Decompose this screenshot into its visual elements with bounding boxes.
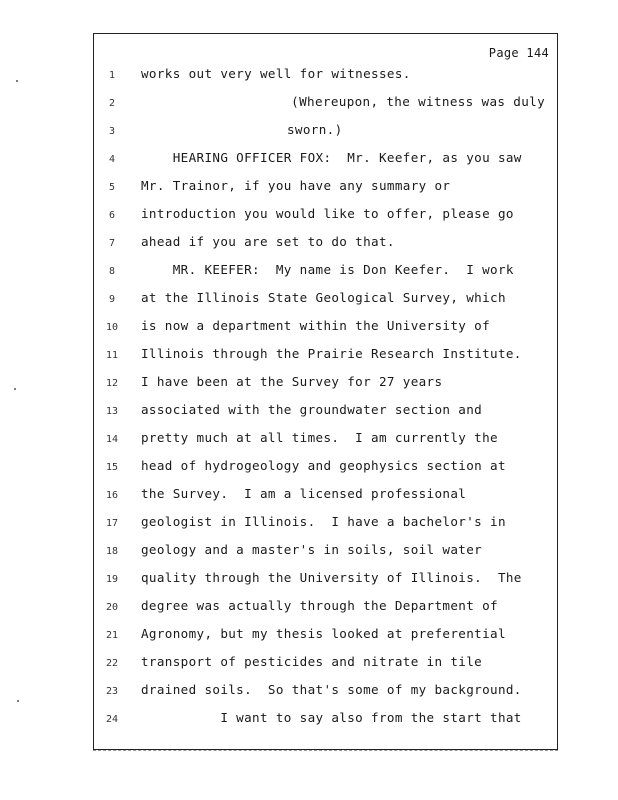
- transcript-line: [94, 486, 557, 506]
- scan-speck: [16, 80, 18, 82]
- transcript-line: [94, 598, 557, 618]
- line-text: geologist in Illinois. I have a bachelor's in: [141, 514, 506, 529]
- line-number: 1: [108, 70, 116, 81]
- line-text: I have been at the Survey for 27 years: [141, 374, 443, 389]
- transcript-line: [94, 262, 557, 282]
- line-number: 17: [105, 518, 119, 529]
- line-number: 21: [105, 630, 119, 641]
- line-number: 16: [105, 490, 119, 501]
- line-text: I want to say also from the start that: [141, 710, 522, 725]
- line-text: HEARING OFFICER FOX: Mr. Keefer, as you saw: [141, 150, 522, 165]
- line-text: Agronomy, but my thesis looked at preferential: [141, 626, 506, 641]
- transcript-line: [94, 290, 557, 310]
- transcript-line: [94, 374, 557, 394]
- scan-edge-artifact: [93, 750, 558, 753]
- transcript-line: [94, 682, 557, 702]
- line-text: works out very well for witnesses.: [141, 66, 411, 81]
- line-text: MR. KEEFER: My name is Don Keefer. I work: [141, 262, 514, 277]
- line-number: 6: [108, 210, 116, 221]
- transcript-line: [94, 514, 557, 534]
- line-text: ahead if you are set to do that.: [141, 234, 395, 249]
- line-number: 3: [108, 126, 116, 137]
- line-text: introduction you would like to offer, please go: [141, 206, 514, 221]
- line-number: 9: [108, 294, 116, 305]
- transcript-line: [94, 458, 557, 478]
- scan-speck: [14, 388, 16, 390]
- transcript-line: [94, 402, 557, 422]
- line-number: 5: [108, 182, 116, 193]
- line-number: 18: [105, 546, 119, 557]
- line-number: 2: [108, 98, 116, 109]
- scan-speck: [17, 700, 19, 702]
- line-number: 15: [105, 462, 119, 473]
- line-text: Mr. Trainor, if you have any summary or: [141, 178, 451, 193]
- line-number: 20: [105, 602, 119, 613]
- line-text: associated with the groundwater section and: [141, 402, 483, 417]
- transcript-line: [94, 710, 557, 730]
- transcript-line: [94, 66, 557, 86]
- line-text: transport of pesticides and nitrate in tile: [141, 654, 483, 669]
- transcript-line: [94, 178, 557, 198]
- line-number: 24: [105, 714, 119, 725]
- line-number: 4: [108, 154, 116, 165]
- line-number: 22: [105, 658, 119, 669]
- line-number: 11: [105, 350, 119, 361]
- line-text: is now a department within the University of: [141, 318, 491, 333]
- line-text: pretty much at all times. I am currently the: [141, 430, 498, 445]
- line-number: 13: [105, 406, 119, 417]
- line-text: the Survey. I am a licensed professional: [141, 486, 467, 501]
- line-text: geology and a master's in soils, soil water: [141, 542, 483, 557]
- line-number: 12: [105, 378, 119, 389]
- transcript-line: [94, 542, 557, 562]
- transcript-line: [94, 654, 557, 674]
- transcript-line: [94, 626, 557, 646]
- transcript-line: [94, 94, 557, 114]
- line-number: 14: [105, 434, 119, 445]
- line-text: sworn.): [287, 122, 343, 137]
- transcript-line: [94, 430, 557, 450]
- line-number: 23: [105, 686, 119, 697]
- transcript-line: [94, 318, 557, 338]
- line-number: 8: [108, 266, 116, 277]
- line-number: 10: [105, 322, 119, 333]
- transcript-line: [94, 234, 557, 254]
- line-text: Illinois through the Prairie Research Institute.: [141, 346, 522, 361]
- transcript-line: [94, 122, 557, 142]
- line-text: head of hydrogeology and geophysics section at: [141, 458, 506, 473]
- page-number: Page 144: [488, 46, 549, 60]
- transcript-line: [94, 150, 557, 170]
- transcript-line: [94, 570, 557, 590]
- line-text: (Whereupon, the witness was duly: [291, 94, 545, 109]
- line-number: 19: [105, 574, 119, 585]
- transcript-page: [93, 33, 558, 750]
- line-text: drained soils. So that's some of my background.: [141, 682, 522, 697]
- line-number: 7: [108, 238, 116, 249]
- line-text: at the Illinois State Geological Survey, which: [141, 290, 506, 305]
- transcript-line: [94, 206, 557, 226]
- line-text: quality through the University of Illinois. The: [141, 570, 522, 585]
- line-text: degree was actually through the Department of: [141, 598, 498, 613]
- transcript-line: [94, 346, 557, 366]
